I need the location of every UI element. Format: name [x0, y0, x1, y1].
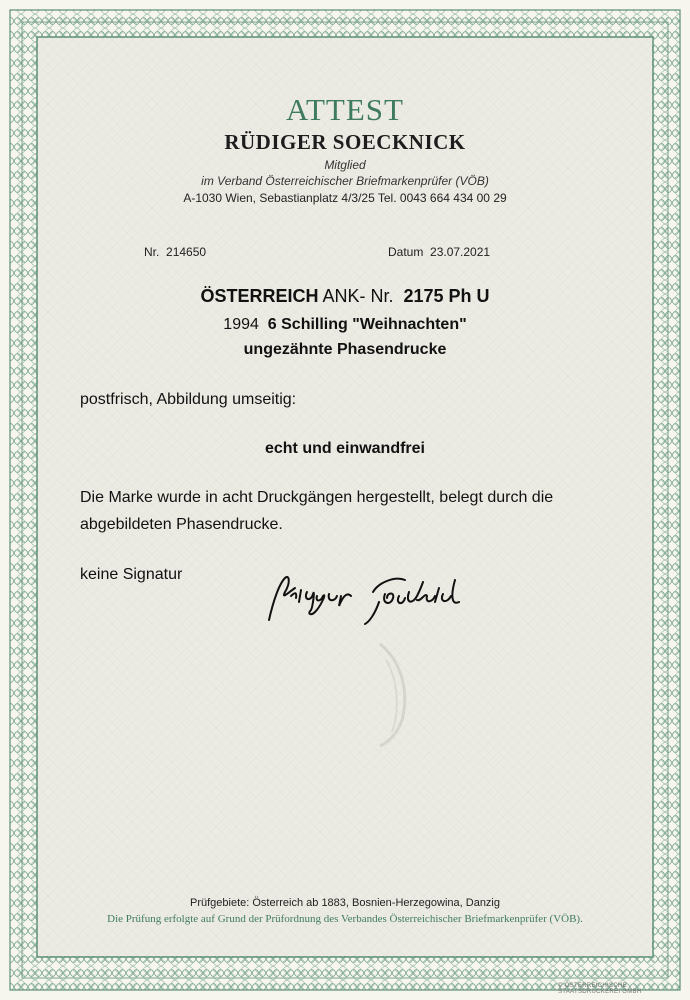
faint-emboss-stamp — [340, 640, 420, 750]
nr-value: 214650 — [166, 245, 207, 259]
item-country: ÖSTERREICH — [200, 286, 319, 306]
catalog-label: ANK- Nr. — [322, 286, 394, 306]
note-line-1: Die Marke wurde in acht Druckgängen hergestellt, belegt durch die — [80, 489, 554, 506]
footer-fields: Prüfgebiete: Österreich ab 1883, Bosnien-Herzegowina, Danzig — [189, 897, 500, 909]
membership-label: Mitglied — [324, 158, 366, 172]
signature-note: keine Signatur — [80, 566, 183, 583]
note-line-2: abgebildeten Phasendrucke. — [80, 516, 283, 533]
certificate-number — [144, 245, 206, 259]
examiner-name: RÜDIGER SOECKNICK — [224, 130, 466, 154]
item-catalog-line — [0, 286, 690, 307]
datum-value: 23.07.2021 — [430, 245, 491, 259]
certificate-title: ATTEST — [286, 92, 404, 127]
condition-text: postfrisch, Abbildung umseitig: — [80, 391, 297, 408]
datum-label: Datum — [388, 245, 424, 259]
issue-year: 1994 — [223, 316, 259, 333]
examiner-address: A-1030 Wien, Sebastianplatz 4/3/25 Tel. 0043 664 434 00 29 — [183, 191, 507, 205]
catalog-number: 2175 Ph U — [403, 286, 490, 306]
stamp-name: 6 Schilling "Weihnachten" — [267, 316, 467, 333]
association-name: im Verband Österreichischer Briefmarkenprüfer (VÖB) — [201, 174, 489, 188]
handwritten-signature — [255, 562, 485, 632]
printer-seal: © ÖSTERREICHISCHE STAATSDRUCKEREI GMBH — [558, 983, 642, 995]
certificate-date — [388, 245, 490, 259]
nr-label: Nr. — [144, 245, 160, 259]
footer-regulation: Die Prüfung erfolgte auf Grund der Prüfordnung des Verbandes Österreichischer Briefmarkenprüfer (VÖB). — [107, 913, 583, 925]
item-variety: ungezähnte Phasendrucke — [243, 341, 447, 358]
verdict-text: echt und einwandfrei — [264, 440, 425, 457]
item-issue-line — [0, 316, 690, 334]
